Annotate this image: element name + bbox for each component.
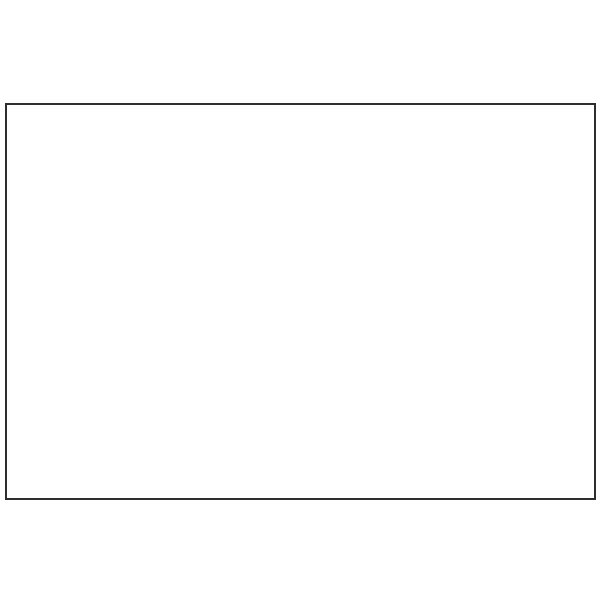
hanger-spec-table (5, 103, 596, 500)
